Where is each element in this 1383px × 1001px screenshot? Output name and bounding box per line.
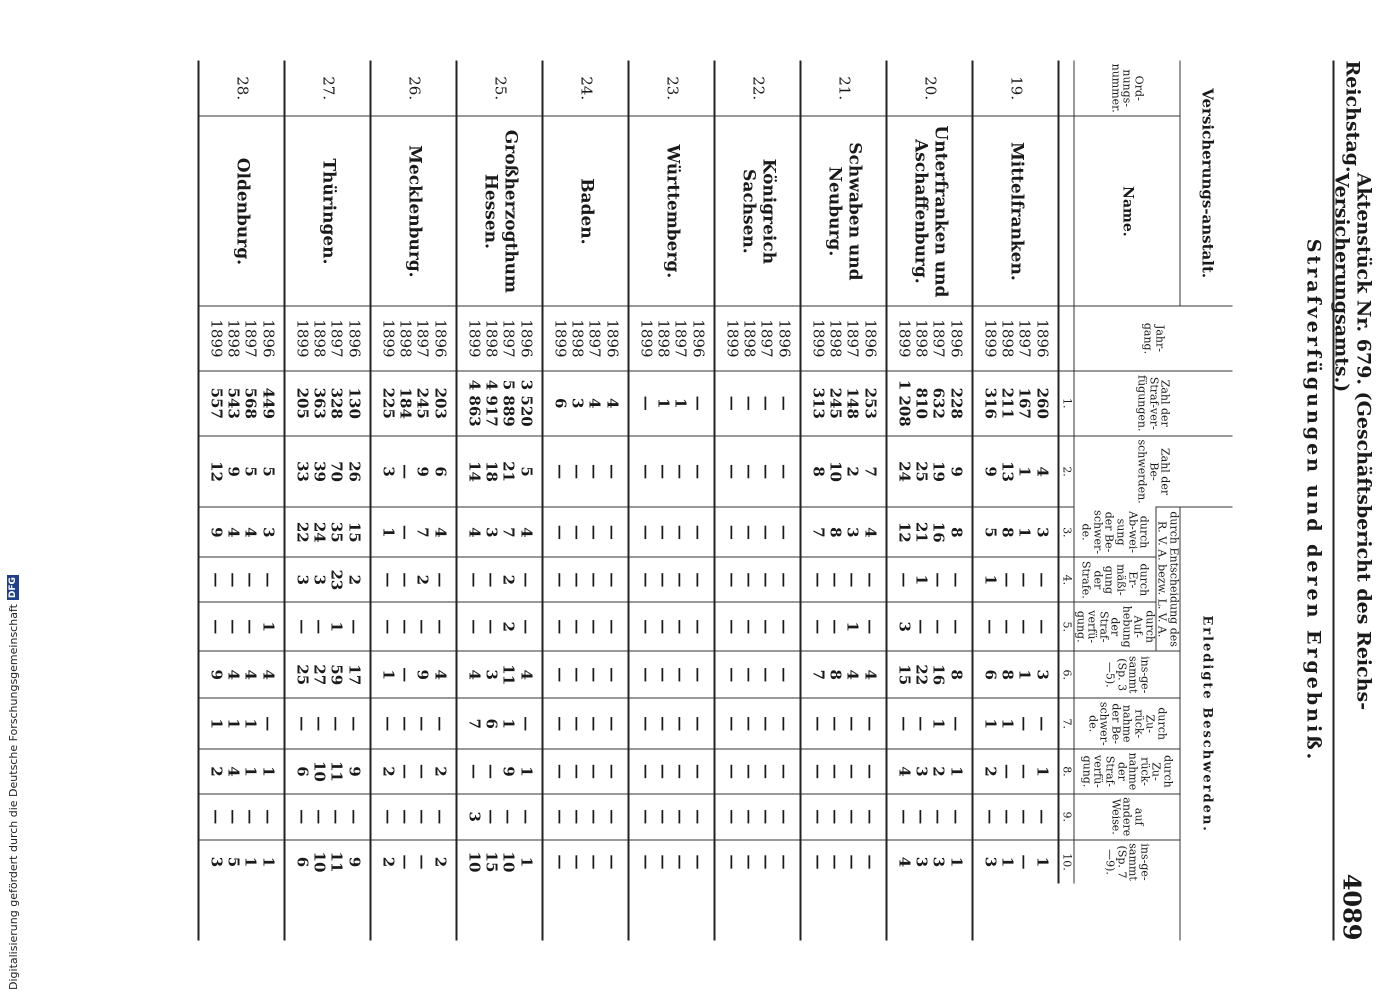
cell-c10: — — — —	[629, 840, 715, 884]
cell-c5: — — — —	[973, 602, 1059, 651]
colnum-2: 2.	[1059, 436, 1075, 507]
cell-name: Mittelfranken.	[973, 116, 1059, 306]
cell-c7: — — 1 1	[973, 698, 1059, 749]
cell-c6: 17 59 27 25	[285, 651, 371, 698]
cell-years: 1896 1897 1898 1899	[457, 306, 543, 370]
header-mid: Aktenstück Nr. 679.	[1352, 172, 1375, 386]
header-c3: durch Ab-wei-sung der Be-schwer-de.	[1074, 507, 1156, 557]
header-anstalt: Versicherungs-anstalt.	[1180, 61, 1233, 307]
colnum-9: 9.	[1059, 794, 1075, 840]
cell-years: 1896 1897 1898 1899	[629, 306, 715, 370]
table-row	[371, 61, 457, 941]
table-row	[801, 61, 887, 941]
cell-c6: 4 4 4 9	[199, 651, 285, 698]
cell-ord: 26.	[405, 76, 424, 101]
data-table	[198, 61, 1233, 941]
cell-c3: — — — —	[629, 507, 715, 557]
cell-ord: 19.	[1007, 76, 1026, 101]
cell-ord: 27.	[319, 76, 338, 101]
digitization-credit	[4, 10, 22, 990]
cell-c10: — — — —	[715, 840, 801, 884]
table-row	[715, 61, 801, 941]
colnum-4: 4.	[1059, 557, 1075, 602]
cell-c7: — — — —	[801, 698, 887, 749]
cell-c9: — — — 3	[457, 794, 543, 840]
column-number-row	[1059, 61, 1075, 941]
cell-c9: — — — —	[887, 794, 973, 840]
cell-c1: — — — —	[715, 371, 801, 436]
cell-c1: 3 520 5 889 4 917 4 863	[457, 371, 543, 436]
cell-years: 1896 1897 1898 1899	[973, 306, 1059, 370]
cell-ord: 24.	[577, 76, 596, 101]
cell-c9: — — — —	[715, 794, 801, 840]
cell-c8: 2 — — 2	[371, 749, 457, 794]
cell-c1: 260 167 211 316	[973, 371, 1059, 436]
cell-c2: 7 2 10 8	[801, 436, 887, 507]
cell-c8: — — — —	[715, 749, 801, 794]
cell-c6: — — — —	[629, 651, 715, 698]
cell-c8: — — — —	[543, 749, 629, 794]
cell-c10: 2 — — 2	[371, 840, 457, 884]
header-ord: Ord-nungs-nummer.	[1074, 61, 1180, 117]
cell-c8: 9 11 10 6	[285, 749, 371, 794]
cell-name: Unterfranken und Aschaffenburg.	[887, 116, 973, 306]
cell-c10: 1 3 3 4	[887, 840, 973, 884]
cell-c2: — — — —	[629, 436, 715, 507]
cell-c8: 1 1 4 2	[199, 749, 285, 794]
header-c2: Zahl der Be-schwerden.	[1074, 436, 1232, 507]
table-title: Strafverfügungen und deren Ergebniß.	[1302, 238, 1325, 763]
cell-ord: 20.	[921, 76, 940, 101]
table-body	[199, 61, 1059, 941]
cell-c5: 1 — — —	[199, 602, 285, 651]
cell-years: 1896 1897 1898 1899	[371, 306, 457, 370]
cell-c4: — — — —	[629, 557, 715, 602]
cell-c9: — — — —	[285, 794, 371, 840]
cell-c2: 26 70 39 33	[285, 436, 371, 507]
colnum-6: 6.	[1059, 651, 1075, 698]
cell-c4: — — — 1	[973, 557, 1059, 602]
cell-c9: — — — —	[629, 794, 715, 840]
cell-years: 1896 1897 1898 1899	[801, 306, 887, 370]
cell-c8: — — — —	[629, 749, 715, 794]
cell-c4: — 2 — —	[457, 557, 543, 602]
cell-ord: 22.	[749, 76, 768, 101]
cell-c9: — — — —	[371, 794, 457, 840]
table-row	[887, 61, 973, 941]
cell-c3: 15 35 24 22	[285, 507, 371, 557]
cell-c4: — 2 — —	[371, 557, 457, 602]
cell-c2: — — — —	[543, 436, 629, 507]
cell-years: 1896 1897 1898 1899	[199, 306, 285, 370]
cell-c5: — — — —	[371, 602, 457, 651]
header-right-text: (Geschäftsbericht des Reichs-Versicherungsamts.)	[1330, 172, 1375, 711]
cell-name: Schwaben und Neuburg.	[801, 116, 887, 306]
table-row	[543, 61, 629, 941]
cell-c2: 9 19 25 24	[887, 436, 973, 507]
table-row	[199, 61, 285, 941]
cell-ord: 21.	[835, 76, 854, 101]
cell-c2: 5 5 9 12	[199, 436, 285, 507]
header-c4: durch Er-mäßi-gung der Strafe.	[1074, 557, 1156, 602]
header-entscheidung: durch Entscheidung des R. V. A. bezw. L. V. A.	[1156, 507, 1180, 651]
cell-ord: 25.	[491, 76, 510, 101]
cell-c1: 253 148 245 313	[801, 371, 887, 436]
cell-c3: — — — —	[715, 507, 801, 557]
colnum-1: 1.	[1059, 371, 1075, 436]
cell-c7: — — — —	[543, 698, 629, 749]
cell-c9: — — — —	[543, 794, 629, 840]
cell-c7: — 1 — —	[887, 698, 973, 749]
cell-c7: — — — —	[285, 698, 371, 749]
cell-c1: 228 632 810 1 208	[887, 371, 973, 436]
header-jahr: Jahr-gang.	[1074, 306, 1232, 370]
cell-c9: — — — —	[801, 794, 887, 840]
cell-years: 1896 1897 1898 1899	[887, 306, 973, 370]
cell-ord: 28.	[233, 76, 252, 101]
cell-c4: 2 23 3 3	[285, 557, 371, 602]
cell-c6: 4 11 3 4	[457, 651, 543, 698]
header-title	[1331, 173, 1375, 874]
cell-c5: — 2 — —	[457, 602, 543, 651]
cell-c8: 1 2 3 4	[887, 749, 973, 794]
cell-c10: 1 10 15 10	[457, 840, 543, 884]
cell-c5: — — — —	[543, 602, 629, 651]
cell-name: Württemberg.	[629, 116, 715, 306]
cell-c10: 1 — 1 3	[973, 840, 1059, 884]
cell-c1: — 1 1 —	[629, 371, 715, 436]
cell-c9: — — — —	[973, 794, 1059, 840]
cell-c1: 130 328 363 205	[285, 371, 371, 436]
cell-c3: 3 4 4 9	[199, 507, 285, 557]
cell-c9: — — — —	[199, 794, 285, 840]
table-row	[973, 61, 1059, 941]
colnum-8: 8.	[1059, 749, 1075, 794]
table-row	[285, 61, 371, 941]
colnum-3: 3.	[1059, 507, 1075, 557]
cell-years: 1896 1897 1898 1899	[715, 306, 801, 370]
cell-c1: 4 4 3 6	[543, 371, 629, 436]
cell-c5: — — — 3	[887, 602, 973, 651]
cell-name: Thüringen.	[285, 116, 371, 306]
cell-c3: — — — —	[543, 507, 629, 557]
header-rule	[1333, 61, 1335, 941]
header-c9: auf andere Weise.	[1074, 794, 1180, 840]
cell-c7: — — — —	[715, 698, 801, 749]
page-header	[1330, 60, 1375, 941]
cell-c7: — 1 6 7	[457, 698, 543, 749]
dfg-logo: DFG	[8, 577, 18, 599]
cell-c6: — — — —	[715, 651, 801, 698]
table-row	[629, 61, 715, 941]
cell-c8: 1 — — 2	[973, 749, 1059, 794]
cell-c4: — — — —	[715, 557, 801, 602]
cell-c3: 4 7 — 1	[371, 507, 457, 557]
header-c1: Zahl der Straf-ver-fügungen.	[1074, 371, 1232, 436]
cell-c1: 203 245 184 225	[371, 371, 457, 436]
cell-c2: 4 1 13 9	[973, 436, 1059, 507]
cell-c7: — 1 1 1	[199, 698, 285, 749]
cell-name: Baden.	[543, 116, 629, 306]
cell-c5: — 1 — —	[801, 602, 887, 651]
cell-c7: — — — —	[629, 698, 715, 749]
colnum-7: 7.	[1059, 698, 1075, 749]
table-row	[457, 61, 543, 941]
cell-c4: — — — —	[199, 557, 285, 602]
cell-c3: 8 16 21 12	[887, 507, 973, 557]
header-c7: durch Zu-rück-nahme der Be-schwer-de.	[1074, 698, 1180, 749]
cell-c4: — — — —	[801, 557, 887, 602]
cell-c7: — — — —	[371, 698, 457, 749]
cell-c8: 1 9 — —	[457, 749, 543, 794]
cell-name: Oldenburg.	[199, 116, 285, 306]
cell-c6: 4 9 — 1	[371, 651, 457, 698]
page-number: 4089	[1338, 873, 1367, 941]
cell-ord: 23.	[663, 76, 682, 101]
colnum-5: 5.	[1059, 602, 1075, 651]
header-erledigte: Erledigte Beschwerden.	[1180, 507, 1233, 940]
header-c5: durch Auf-hebung der Straf-verfü-gung.	[1074, 602, 1156, 651]
cell-years: 1896 1897 1898 1899	[285, 306, 371, 370]
cell-c3: 4 7 3 4	[457, 507, 543, 557]
credit-text: Digitalisierung gefördert durch die Deutsche Forschungsgemeinschaft	[6, 604, 20, 990]
cell-c6: 4 4 8 7	[801, 651, 887, 698]
cell-c10: 9 11 10 6	[285, 840, 371, 884]
cell-c2: — — — —	[715, 436, 801, 507]
cell-c3: 4 3 8 7	[801, 507, 887, 557]
cell-c10: — — — —	[543, 840, 629, 884]
cell-c1: 449 568 543 557	[199, 371, 285, 436]
cell-c8: — — — —	[801, 749, 887, 794]
cell-c2: 6 9 — 3	[371, 436, 457, 507]
cell-c10: 1 1 5 3	[199, 840, 285, 884]
colnum-10: 10.	[1059, 840, 1075, 884]
cell-c4: — — 1 —	[887, 557, 973, 602]
cell-name: Mecklenburg.	[371, 116, 457, 306]
cell-name: Großherzogthum Hessen.	[457, 116, 543, 306]
header-left: Reichstag.	[1341, 60, 1364, 173]
cell-c6: — — — —	[543, 651, 629, 698]
header-c6: ins-ge-sammt (Sp. 3—5).	[1074, 651, 1180, 698]
cell-c5: — 1 — —	[285, 602, 371, 651]
cell-c5: — — — —	[629, 602, 715, 651]
header-name: Name.	[1074, 116, 1180, 306]
cell-c3: 3 1 8 5	[973, 507, 1059, 557]
document-page	[0, 1, 1383, 1001]
cell-c5: — — — —	[715, 602, 801, 651]
cell-c6: 8 16 22 15	[887, 651, 973, 698]
cell-name: Königreich Sachsen.	[715, 116, 801, 306]
header-c10: ins-ge-sammt (Sp. 7—9).	[1074, 840, 1180, 884]
cell-c4: — — — —	[543, 557, 629, 602]
cell-c10: — — — —	[801, 840, 887, 884]
cell-c2: 5 21 18 14	[457, 436, 543, 507]
header-c8: durch Zu-rück-nahme der Straf-verfü-gung.	[1074, 749, 1180, 794]
cell-years: 1896 1897 1898 1899	[543, 306, 629, 370]
cell-c6: 3 1 8 6	[973, 651, 1059, 698]
